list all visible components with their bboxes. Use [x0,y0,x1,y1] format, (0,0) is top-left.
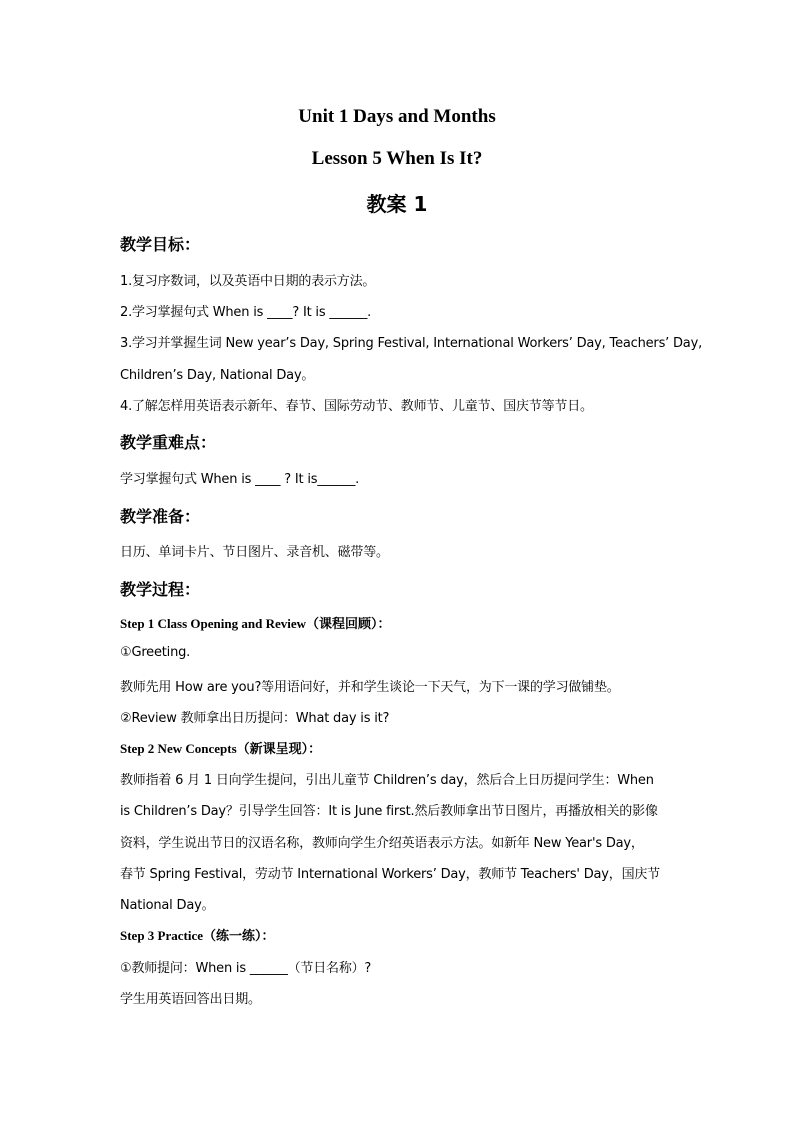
objective-line: 2.学习掌握句式 When is ____? It is ______. [120,305,372,320]
key-points-heading: 教学重难点： [120,433,217,452]
step1-line: ②Review 教师拿出日历提问：What day is it? [120,711,390,726]
lesson-plan-title: 教案 1 [366,192,428,216]
preparation-line: 日历、单词卡片、节日图片、录音机、磁带等。 [120,545,389,560]
preparation-heading: 教学准备： [120,507,201,526]
lesson-title: Lesson 5 When Is It? [311,148,483,169]
step1-line: 教师先用 How are you?等用语问好，并和学生谈论一下天气，为下一课的学习做铺垫。 [120,680,620,695]
objective-line: Children’s Day, National Day。 [120,368,315,383]
step2-line: National Day。 [120,898,215,913]
step3-line: 学生用英语回答出日期。 [120,992,261,1007]
step2-line: 教师指着 6 月 1 日向学生提问，引出儿童节 Children’s day，然后合上日历提问学生：When [120,773,654,788]
step2-line: 资料，学生说出节日的汉语名称，教师向学生介绍英语表示方法。如新年 New Year's Day， [120,836,644,851]
objective-line: 3.学习并掌握生词 New year’s Day, Spring Festival, International Workers’ Day, Teachers’ Day, [120,336,703,351]
step2-title: Step 2 New Concepts（新课呈现）： [120,741,322,756]
key-point-line: 学习掌握句式 When is ____ ? It is______. [120,472,360,487]
step1-title: Step 1 Class Opening and Review（课程回顾）： [120,616,391,631]
step1-line: ①Greeting. [120,645,191,660]
process-heading: 教学过程： [120,580,201,599]
step2-line: 春节 Spring Festival，劳动节 International Workers’ Day，教师节 Teachers' Day，国庆节 [120,867,660,882]
unit-title: Unit 1 Days and Months [298,106,496,127]
objective-line: 1.复习序数词，以及英语中日期的表示方法。 [120,274,376,289]
step3-title: Step 3 Practice（练一练）： [120,928,275,943]
objectives-heading: 教学目标： [120,235,201,254]
step3-line: ①教师提问：When is ______（节日名称）? [120,961,372,976]
objective-line: 4.了解怎样用英语表示新年、春节、国际劳动节、教师节、儿童节、国庆节等节日。 [120,399,593,414]
step2-line: is Children’s Day？引导学生回答：It is June first.然后教师拿出节日图片，再播放相关的影像 [120,804,658,819]
